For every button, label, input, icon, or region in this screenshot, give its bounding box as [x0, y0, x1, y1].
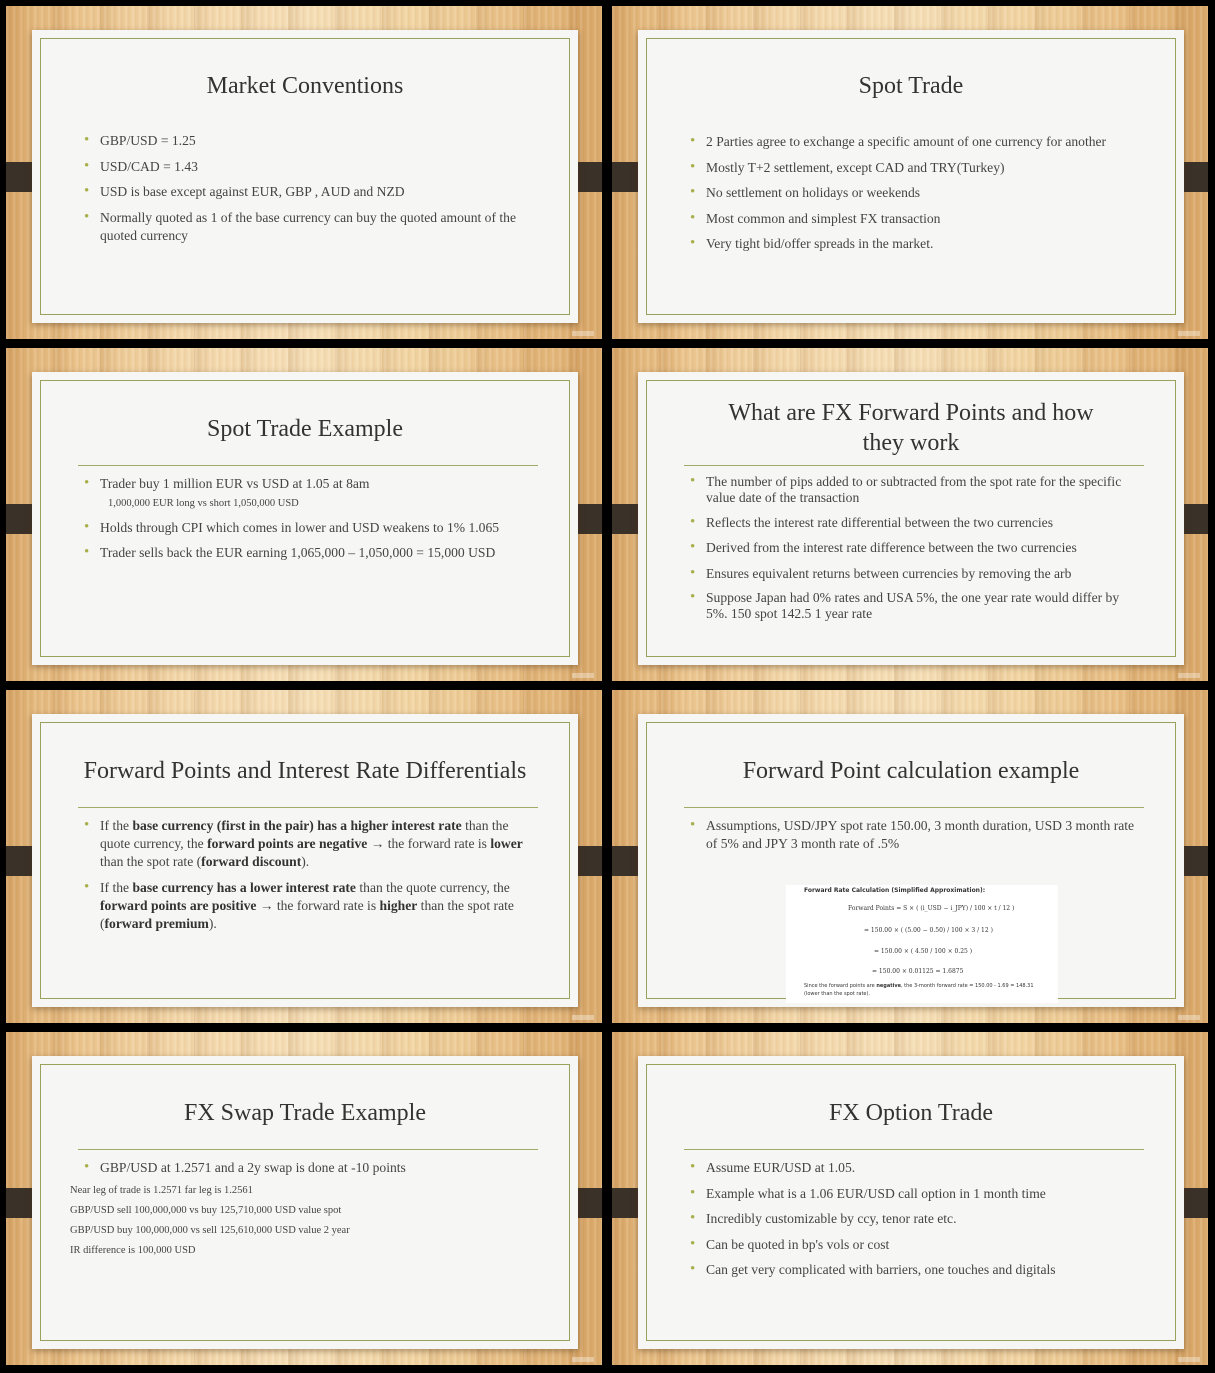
bullet-item: • Suppose Japan had 0% rates and USA 5%, the one year rate would differ by 5%. 150 spot 142.5 1 year rate: [690, 590, 1144, 622]
bullet-list: [84, 817, 538, 940]
slide-card: [638, 1056, 1184, 1349]
bullet-item: • Assume EUR/USD at 1.05.: [690, 1159, 1144, 1177]
bullet-item: • Holds through CPI which comes in lower and USD weakens to 1% 1.065: [84, 519, 538, 537]
bullet-item: • Assumptions, USD/JPY spot rate 150.00, 3 month duration, USD 3 month rate of 5% and JPY 3 month rate of .5%: [690, 817, 1144, 853]
slide-title: Market Conventions: [206, 73, 404, 99]
bullet-list: [84, 475, 538, 570]
bullet-item: • Can be quoted in bp's vols or cost: [690, 1236, 1144, 1254]
watermark: [1178, 673, 1200, 678]
bullet-item: • USD/CAD = 1.43: [84, 158, 538, 176]
title-divider: [684, 465, 1144, 466]
bullet-item: • GBP/USD at 1.2571 and a 2y swap is done at -10 points: [84, 1159, 538, 1177]
bullet-item: • Derived from the interest rate difference between the two currencies: [690, 539, 1144, 557]
slide-forward-points[interactable]: [612, 348, 1208, 681]
formula-line: Forward Points = S × ( (i_USD − i_JPY) / 100 × t / 12 ): [848, 905, 1015, 912]
swap-line: Near leg of trade is 1.2571 far leg is 1.2561: [70, 1185, 253, 1196]
bullet-list: [690, 817, 1144, 861]
slide-card: [32, 372, 578, 665]
formula-image: [786, 885, 1058, 1003]
watermark: [1178, 1015, 1200, 1020]
bullet-list: [84, 1159, 538, 1185]
bullet-item: • Trader buy 1 million EUR vs USD at 1.05 at 8am: [84, 475, 538, 493]
title-divider: [684, 807, 1144, 808]
title-divider: [78, 1149, 538, 1150]
watermark: [572, 673, 594, 678]
watermark: [572, 1015, 594, 1020]
bullet-item: • Reflects the interest rate differential between the two currencies: [690, 514, 1144, 532]
formula-line: = 150.00 × ( (5.00 − 0.50) / 100 × 3 / 12 ): [864, 927, 993, 934]
watermark: [1178, 1357, 1200, 1362]
slide-title: FX Option Trade: [828, 1100, 994, 1126]
bullet-item: • Mostly T+2 settlement, except CAD and TRY(Turkey): [690, 159, 1144, 177]
bullet-item: • GBP/USD = 1.25: [84, 132, 538, 150]
bullet-list: [690, 133, 1144, 261]
slide-title: FX Swap Trade Example: [184, 1100, 426, 1126]
slide-spot-trade-example[interactable]: [6, 348, 602, 681]
bullet-list: [690, 474, 1144, 630]
bullet-item: • Most common and simplest FX transaction: [690, 210, 1144, 228]
slide-ir-differentials[interactable]: [6, 690, 602, 1023]
slide-fx-option[interactable]: [612, 1032, 1208, 1365]
slide-card: [638, 30, 1184, 323]
swap-line: GBP/USD sell 100,000,000 vs buy 125,710,000 USD value spot: [70, 1205, 342, 1216]
title-divider: [78, 465, 538, 466]
slide-card: [32, 714, 578, 1007]
bullet-item: • If the base currency has a lower interest rate than the quote currency, the forward points are positive → the forward rate is higher than the spot rate (forward premium).: [84, 879, 538, 933]
slide-forward-calc[interactable]: [612, 690, 1208, 1023]
slide-fx-swap[interactable]: [6, 1032, 602, 1365]
bullet-item: • 2 Parties agree to exchange a specific amount of one currency for another: [690, 133, 1144, 151]
slide-title: Forward Point calculation example: [742, 758, 1080, 784]
bullet-list: [84, 132, 538, 252]
watermark: [572, 331, 594, 336]
bullet-item: • Can get very complicated with barriers, one touches and digitals: [690, 1261, 1144, 1279]
watermark: [1178, 331, 1200, 336]
formula-heading: Forward Rate Calculation (Simplified Approximation):: [804, 887, 986, 894]
bullet-item: • Ensures equivalent returns between currencies by removing the arb: [690, 565, 1144, 583]
bullet-item: • Incredibly customizable by ccy, tenor rate etc.: [690, 1210, 1144, 1228]
bullet-item: • Normally quoted as 1 of the base currency can buy the quoted amount of the quoted currency: [84, 209, 538, 245]
slide-card: [32, 1056, 578, 1349]
bullet-item: • If the base currency (first in the pair) has a higher interest rate than the quote currency, the forward points are negative → the forward rate is lower than the spot rate (forward discount).: [84, 817, 538, 871]
slide-title: Spot Trade: [858, 73, 964, 99]
slide-card: [638, 372, 1184, 665]
slide-spot-trade[interactable]: [612, 6, 1208, 339]
formula-line: = 150.00 × ( 4.50 / 100 × 0.25 ): [874, 948, 973, 955]
swap-line: GBP/USD buy 100,000,000 vs sell 125,610,000 USD value 2 year: [70, 1225, 350, 1236]
formula-note: Since the forward points are negative, the 3-month forward rate = 150.00 - 1.69 = 148.31 (lower than the spot rate).: [804, 983, 1034, 997]
watermark: [572, 1357, 594, 1362]
slide-card: [638, 714, 1184, 1007]
slide-title: What are FX Forward Points and how they work: [728, 400, 1094, 456]
formula-line: = 150.00 × 0.01125 = 1.6875: [872, 968, 964, 975]
slide-market-conventions[interactable]: [6, 6, 602, 339]
slide-title: Spot Trade Example: [207, 416, 403, 442]
slide-card: [32, 30, 578, 323]
bullet-item: • Trader sells back the EUR earning 1,065,000 – 1,050,000 = 15,000 USD: [84, 544, 538, 562]
bullet-item: • USD is base except against EUR, GBP , AUD and NZD: [84, 183, 538, 201]
title-divider: [78, 807, 538, 808]
bullet-item: • Example what is a 1.06 EUR/USD call option in 1 month time: [690, 1185, 1144, 1203]
swap-details: [70, 1184, 538, 1264]
title-divider: [684, 1149, 1144, 1150]
bullet-item: • No settlement on holidays or weekends: [690, 184, 1144, 202]
bullet-item: • The number of pips added to or subtracted from the spot rate for the specific value date of the transaction: [690, 474, 1144, 506]
swap-line: IR difference is 100,000 USD: [70, 1245, 196, 1256]
sub-item: 1,000,000 EUR long vs short 1,050,000 USD: [108, 497, 299, 509]
bullet-item: • Very tight bid/offer spreads in the market.: [690, 235, 1144, 253]
slide-title: Forward Points and Interest Rate Differentials: [83, 758, 527, 784]
bullet-list: [690, 1159, 1144, 1287]
